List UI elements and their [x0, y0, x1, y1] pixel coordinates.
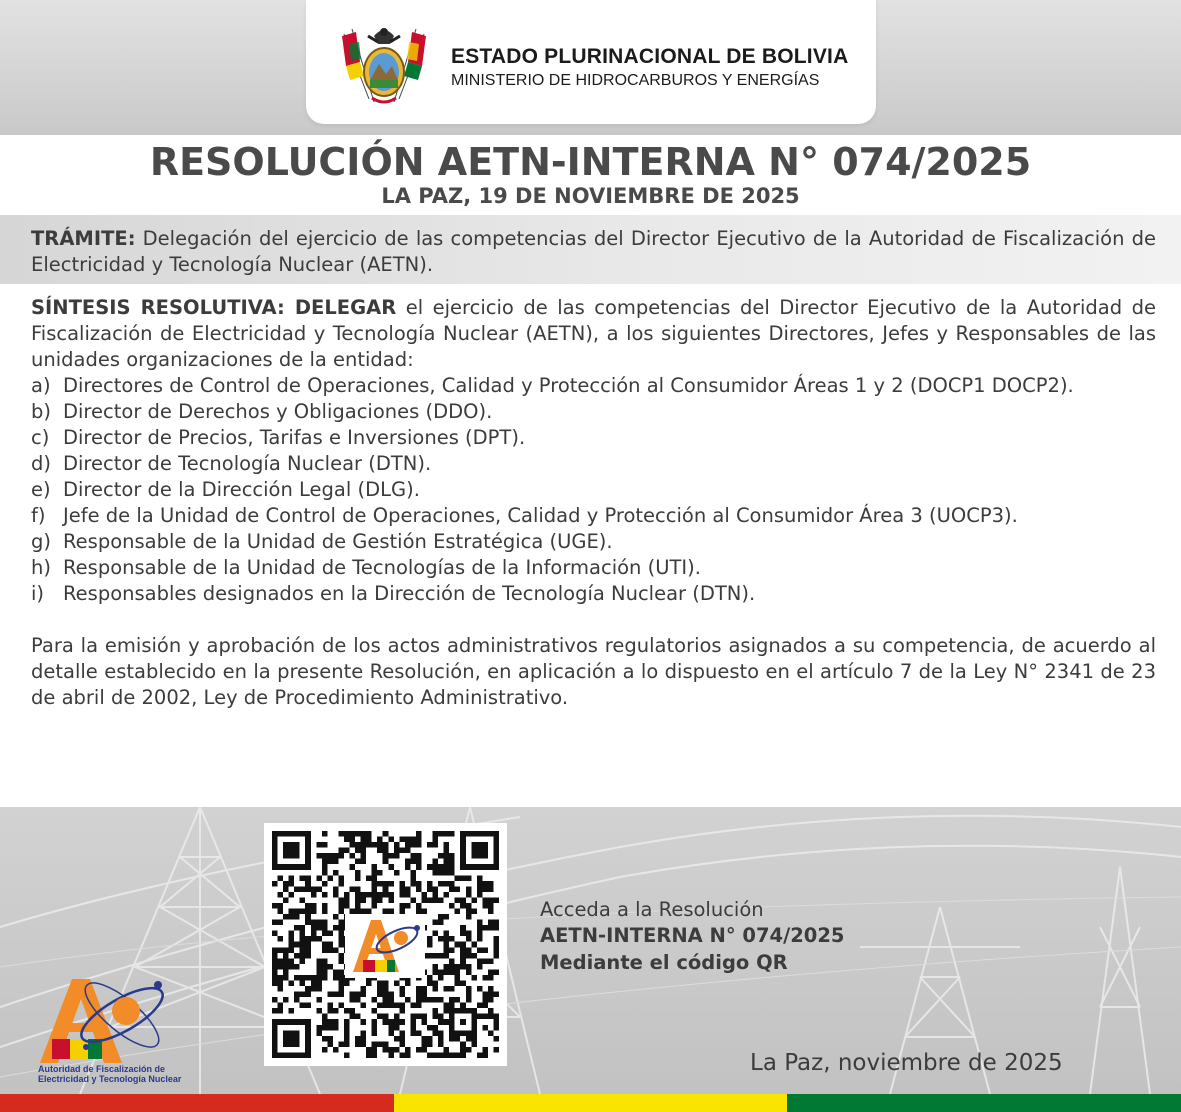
- qr-code[interactable]: [264, 823, 507, 1066]
- access-line-3: Mediante el código QR: [540, 951, 788, 974]
- list-marker: i): [31, 582, 45, 605]
- ministry-title: MINISTERIO DE HIDROCARBUROS Y ENERGÍAS: [451, 72, 820, 89]
- list-marker: b): [31, 400, 51, 423]
- list-item-text: Directores de Control de Operaciones, Calidad y Protección al Consumidor Áreas 1 y 2 (DOCP1 DOCP2).: [63, 374, 1074, 397]
- sintesis-block: [31, 295, 1156, 711]
- list-item-text: Responsable de la Unidad de Gestión Estratégica (UGE).: [63, 530, 613, 553]
- flag-yellow-stripe: [394, 1094, 788, 1112]
- list-marker: e): [31, 478, 51, 501]
- list-marker: d): [31, 452, 51, 475]
- list-marker: g): [31, 530, 51, 553]
- list-item-text: Director de la Dirección Legal (DLG).: [63, 478, 420, 501]
- list-item: [31, 399, 1156, 425]
- sintesis-text: el ejercicio de las competencias del Director Ejecutivo de la Autoridad de Fiscalización de Electricidad y Tecnología Nuclear (AETN), a los siguientes Directores, Jefes y Responsables de las unidades organizaciones de la entidad:: [31, 296, 1156, 371]
- list-item-text: Responsables designados en la Dirección de Tecnología Nuclear (DTN).: [63, 582, 756, 605]
- flag-green-stripe: [787, 1094, 1181, 1112]
- aetn-small-logo-icon: [345, 914, 425, 978]
- list-item: [31, 555, 1156, 581]
- list-marker: h): [31, 556, 51, 579]
- list-item: [31, 503, 1156, 529]
- aetn-logo-icon: [30, 965, 190, 1065]
- list-item: [31, 451, 1156, 477]
- delegate-list: [31, 373, 1156, 607]
- resolution-date: LA PAZ, 19 DE NOVIEMBRE DE 2025: [381, 184, 800, 208]
- access-line-1: Acceda a la Resolución: [540, 898, 764, 921]
- list-item-text: Director de Precios, Tarifas e Inversiones (DPT).: [63, 426, 526, 449]
- aetn-logo-caption: [38, 1064, 198, 1084]
- resolution-title: RESOLUCIÓN AETN-INTERNA N° 074/2025: [149, 140, 1032, 184]
- sintesis-intro: [31, 295, 1156, 373]
- list-marker: a): [31, 374, 51, 397]
- tramite-text: Delegación del ejercicio de las competencias del Director Ejecutivo de la Autoridad de Fiscalización de Electricidad y Tecnología Nuclear (AETN).: [31, 227, 1156, 276]
- aetn-caption-line-2: Electricidad y Tecnología Nuclear: [38, 1074, 182, 1084]
- list-item: [31, 477, 1156, 503]
- list-item: [31, 373, 1156, 399]
- footer-date: La Paz, noviembre de 2025: [750, 1050, 1063, 1076]
- list-item-text: Jefe de la Unidad de Control de Operaciones, Calidad y Protección al Consumidor Área 3 (UOCP3).: [63, 504, 1018, 527]
- bolivia-flag-stripe: [0, 1094, 1181, 1112]
- access-line-2: AETN-INTERNA N° 074/2025: [540, 924, 845, 947]
- tramite-block: [31, 226, 1156, 278]
- list-item: [31, 529, 1156, 555]
- header-card: [306, 0, 876, 124]
- list-item-text: Responsable de la Unidad de Tecnologías de la Información (UTI).: [63, 556, 701, 579]
- closing-paragraph: Para la emisión y aprobación de los actos administrativos regulatorios asignados a su competencia, de acuerdo al detalle establecido en la presente Resolución, en aplicación a lo dispuesto en el artículo 7 de la Ley N° 2341 de 23 de abril de 2002, Ley de Procedimiento Administrativo.: [31, 634, 1156, 709]
- list-item: [31, 425, 1156, 451]
- flag-red-stripe: [0, 1094, 394, 1112]
- list-item-text: Director de Tecnología Nuclear (DTN).: [63, 452, 432, 475]
- bolivia-coat-of-arms-icon: [334, 14, 434, 114]
- list-item-text: Director de Derechos y Obligaciones (DDO).: [63, 400, 493, 423]
- list-marker: c): [31, 426, 50, 449]
- org-title: ESTADO PLURINACIONAL DE BOLIVIA: [451, 45, 849, 68]
- aetn-caption-line-1: Autoridad de Fiscalización de: [38, 1064, 166, 1074]
- tramite-label: TRÁMITE:: [31, 227, 136, 250]
- sintesis-label: SÍNTESIS RESOLUTIVA: DELEGAR: [31, 296, 397, 319]
- list-marker: f): [31, 504, 46, 527]
- list-item: [31, 581, 1156, 607]
